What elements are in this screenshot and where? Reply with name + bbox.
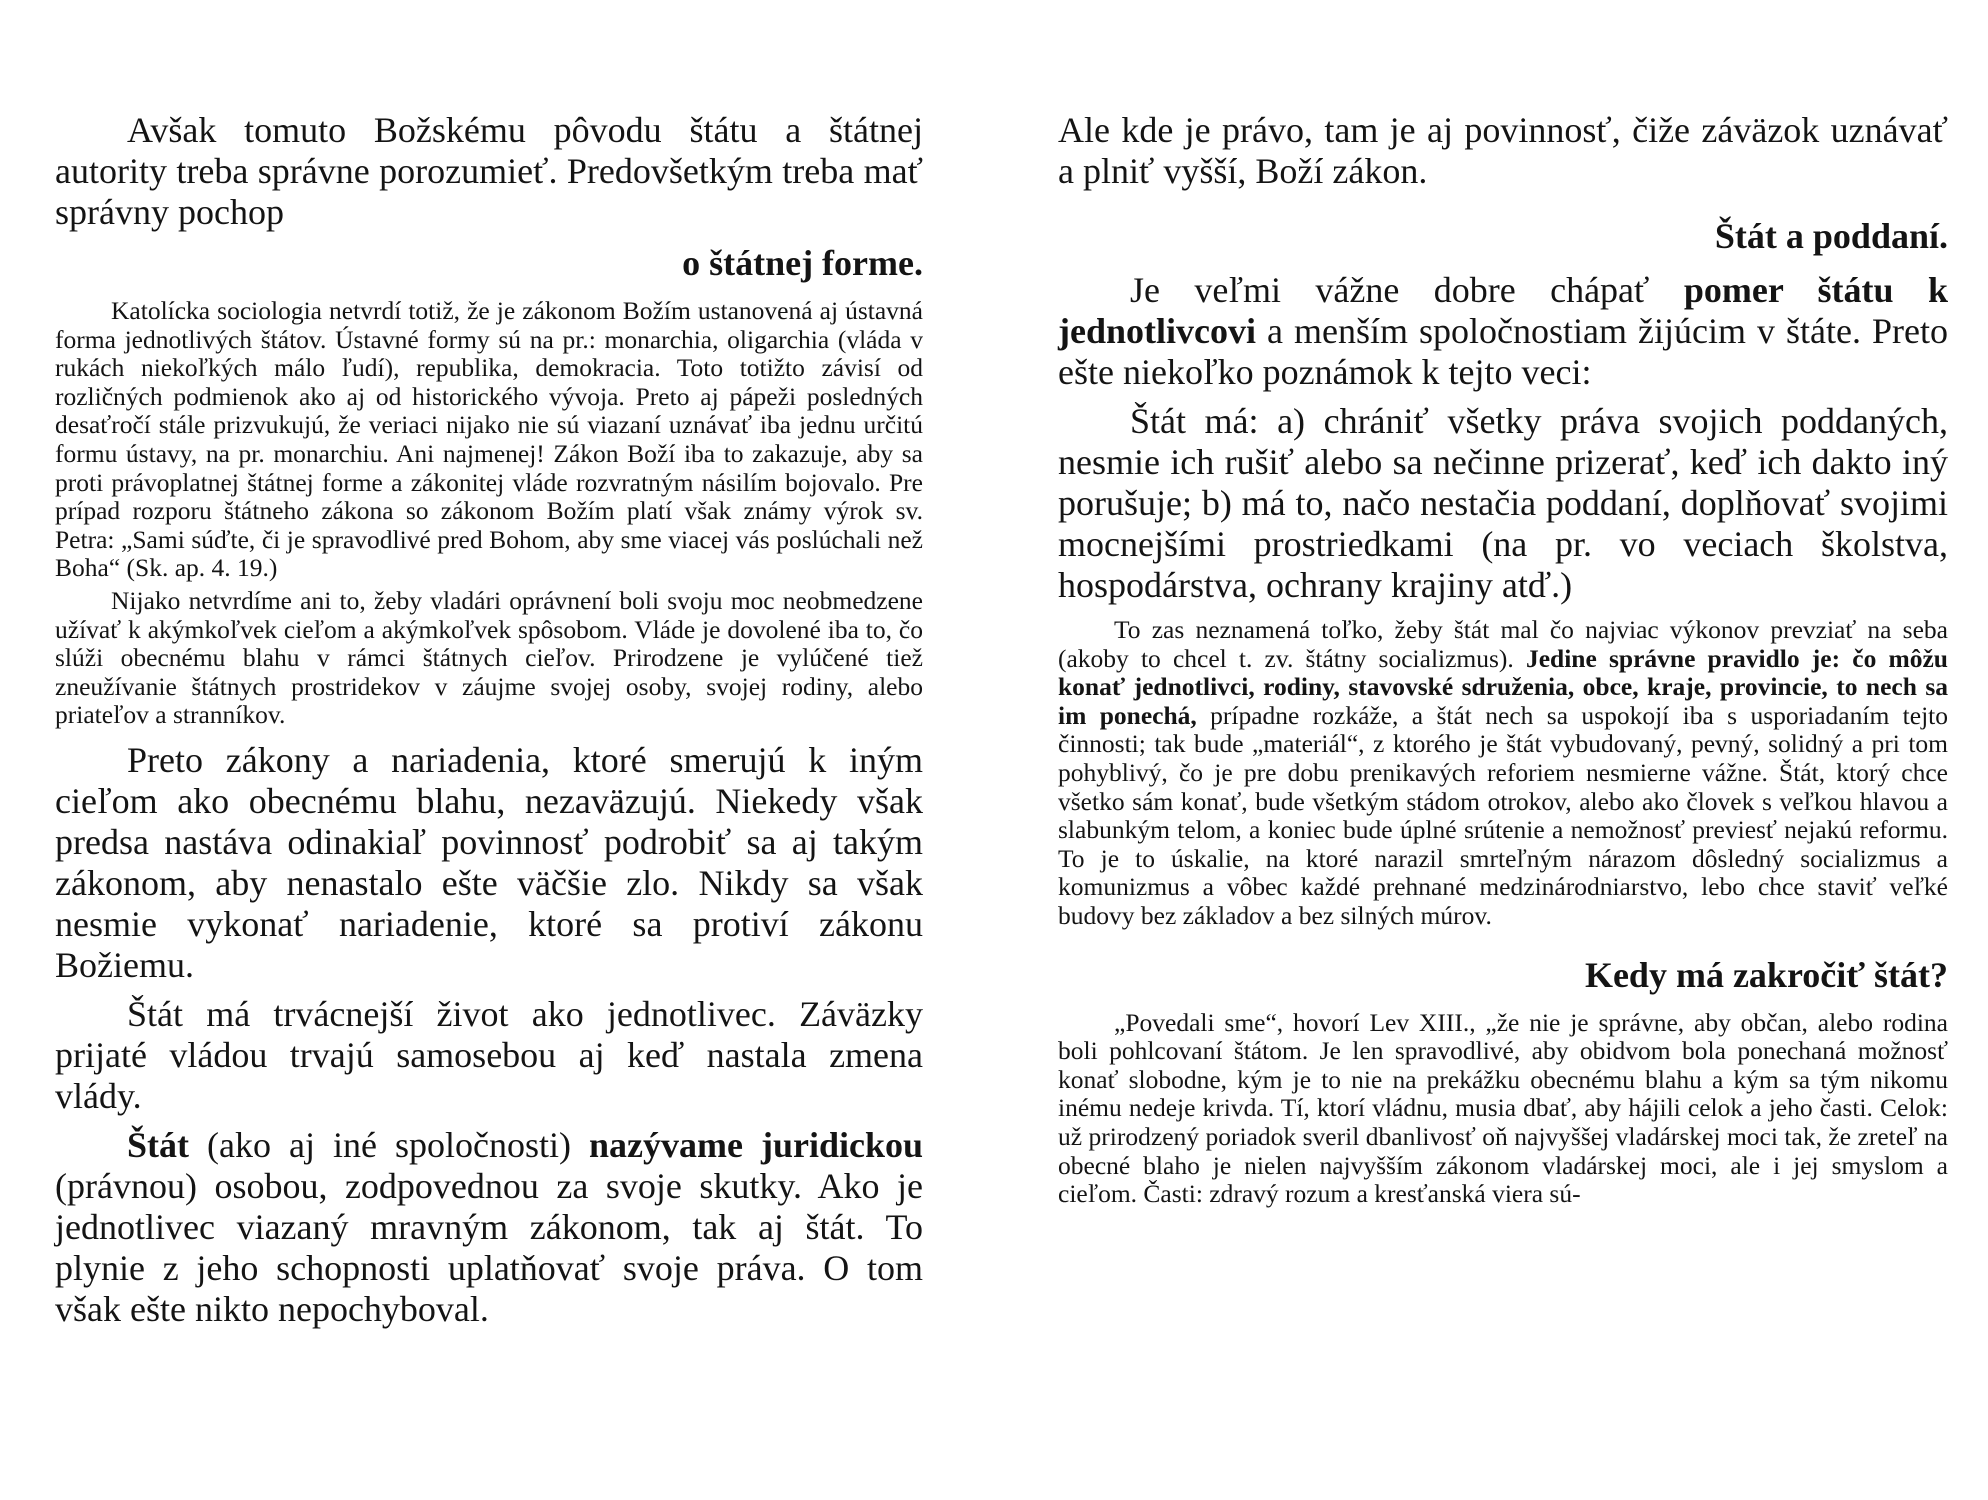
paragraph-lev-xiii: „Povedali sme“, hovorí Lev XIII., „že nie je správne, aby občan, alebo rodina boli pohlcovaní štátom. Je len spravodlivé, aby obidvom bola ponechaná možnosť konať slobodne, kým je to nie na prekážku obecnému blahu a kým sa tým nikomu inému nedeje krivda. Tí, ktorí vládnu, musia dbať, aby hájili celok a jeho časti. Celok: už prirodzený poriadok sveril dbanlivosť oň najvyššej vladárskej moci tak, že zreteľ na obecné blaho je nielen najvyšším zákonom vladárskej moci, ale i jej smyslom a cieľom. Časti: zdravý rozum a kresťanská viera sú- [1058, 1007, 1948, 1209]
paragraph-pomer-statu [1058, 270, 1948, 393]
left-page [55, 110, 923, 1338]
heading-kedy-zakrocit: Kedy má zakročiť štát? [1584, 954, 1948, 995]
text-spolocnosti: (ako aj iné spoločnosti) [189, 1124, 589, 1165]
paragraph-zivot-statu: Štát má trvácnejší život ako jednotlivec. Záväzky prijaté vládou trvajú samosebou aj keď nastala zmena vlády. [55, 993, 923, 1116]
bold-stat: Štát [127, 1124, 189, 1165]
paragraph-juridicka-osoba [55, 1125, 923, 1330]
right-page [1058, 110, 1948, 1213]
bold-pomer: pomer štátu k jednotlivcovi [1058, 270, 1948, 351]
bold-juridicka: nazývame juridickou [588, 1124, 923, 1165]
paragraph-intro: Avšak tomuto Božskému pôvodu štátu a štátnej autority treba správne porozumieť. Predovšetkým treba mať správny pochop [55, 110, 923, 232]
text-pravna-osoba: (právnou) osobou, zodpovednou za svoje skutky. Ako je jednotlivec viazaný mravným zákonom, tak aj štát. To plynie z jeho schopnosti uplatňovať svoje práva. O tom však ešte nikto nepochyboval. [55, 1165, 923, 1329]
heading-statna-forma: o štátnej forme. [682, 243, 923, 283]
paragraph-vladari: Nijako netvrdíme ani to, žeby vladári oprávnení boli svoju moc neobmedzene užívať k akýmkoľvek cieľom a akýmkoľvek spôsobom. Vláde je dovolené iba to, čo slúži obecnému blahu v rámci štátnych cieľov. Prirodzene je vylúčené tiež zneužívanie štátnych prostridekov v záujme svojej osoby, svojej rodiny, alebo priateľov a stranníkov. [55, 585, 923, 730]
paragraph-sociologia: Katolícka sociologia netvrdí totiž, že je zákonom Božím ustanovená aj ústavná forma jednotlivých štátov. Ústavné formy sú na pr.: monarchia, oligarchia (vláda v rukách niekoľkých málo ľudí), republika, demokracia. Toto totižto závisí od rozličných podmienok ako aj od historického vývoja. Preto aj pápeži posledných desaťročí stále prizvukujú, že veriaci nijako nie sú viazaní uznávať iba jednu určitú formu ústavy, na pr. monarchiu. Ani najmenej! Zákon Boží iba to zakazuje, aby sa proti právoplatnej štátnej forme a zákonitej vláde rozvratným násilím bojovalo. Pre prípad rozporu štátneho zákona so zákonom Božím platí však známy výrok sv. Petra: „Sami súďte, či je spravodlivé pred Bohom, aby sme viacej vás poslúchali než Boha“ (Sk. ap. 4. 19.) [55, 296, 923, 583]
text-pomer-rest: a menším spoločnostiam žijúcim v štáte. Preto ešte niekoľko poznámok k tejto veci: [1058, 311, 1948, 392]
paragraph-pravo-povinnost: Ale kde je právo, tam je aj povinnosť, čiže záväzok uznávať a plniť vyšší, Boží zákon. [1058, 110, 1948, 191]
heading-stat-a-poddani: Štát a poddaní. [1714, 216, 1948, 256]
text-pravidlo-lead: To zas neznamená toľko, žeby štát mal čo najviac výkonov prevziať na seba (akoby to chcel t. zv. štátny socializmus). [1058, 615, 1948, 673]
text-pomer-lead: Je veľmi vážne dobre chápať [1130, 270, 1684, 310]
paragraph-pravidlo [1058, 616, 1948, 931]
paragraph-zakony: Preto zákony a nariadenia, ktoré smerujú k iným cieľom ako obecnému blahu, nezaväzujú. Niekedy však predsa nastáva odinakiaľ povinnosť podrobiť sa aj takým zákonom, aby nenastalo ešte väčšie zlo. Nikdy sa však nesmie vykonať nariadenie, ktoré sa protiví zákonu Božiemu. [55, 739, 923, 985]
text-pravidlo-rest: prípadne rozkáže, a štát nech sa uspokojí iba s usporiadaním tejto činnosti; tak bude „materiál“, z ktorého je štát vybudovaný, pevný, solidný a pri tom pohyblivý, čo je pre dobu prenikavých reforiem nesmierne vážne. Štát, ktorý chce všetko sám konať, bude všetkým stádom otrokov, alebo ako človek s veľkou hlavou a slabunkým telom, a koniec bude úplné srútenie a nemožnosť previesť nejakú reformu. To je to úskalie, na ktoré narazil smrteľným nárazom dôsledný socializmus a komunizmus a vôbec každé prehnané medzinárodniarstvo, lebo chce staviť veľké budovy bez základov a bez silných múrov. [1058, 700, 1948, 930]
bold-pravidlo: Jedine správne pravidlo je: čo môžu konať jednotlivci, rodiny, stavovské sdruženia, obce, kraje, provincie, to nech sa im ponechá, [1058, 643, 1948, 730]
paragraph-stat-ma: Štát má: a) chrániť všetky práva svojich poddaných, nesmie ich rušiť alebo sa nečinne prizerať, keď ich dakto iný porušuje; b) má to, načo nestačia poddaní, doplňovať svojimi mocnejšími prostriedkami (na pr. vo veciach školstva, hospodárstva, ochrany krajiny atď.) [1058, 401, 1948, 605]
